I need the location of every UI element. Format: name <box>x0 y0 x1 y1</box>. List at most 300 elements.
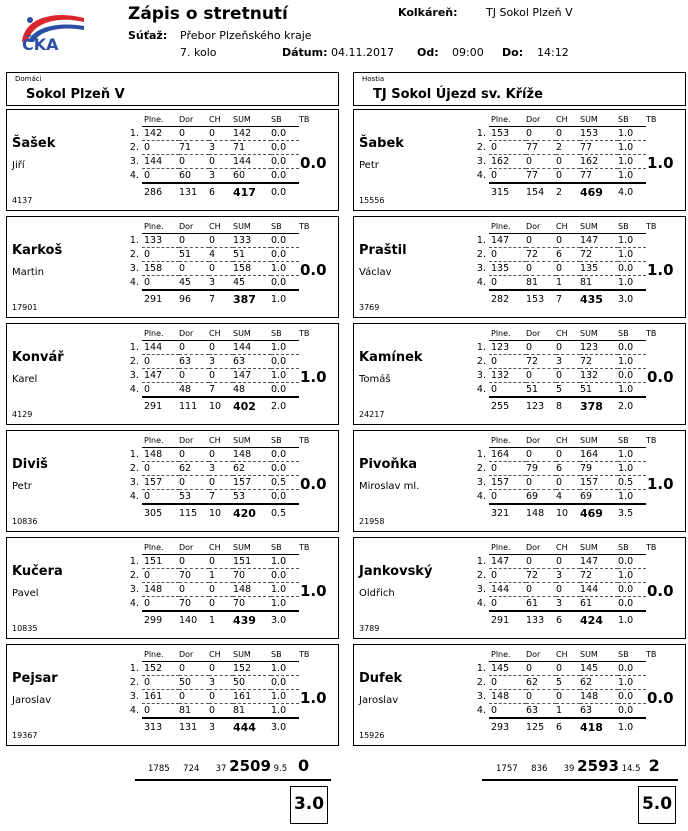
score-cell: 0 <box>179 369 209 383</box>
total-row <box>472 290 666 306</box>
total-cell: 291 <box>491 615 510 626</box>
score-cell: 0 <box>556 234 580 248</box>
player-id: 4129 <box>12 410 33 419</box>
row-number: 3. <box>476 156 486 167</box>
table-row <box>472 597 666 612</box>
col-header: Dor <box>526 434 556 448</box>
score-cell: 1.0 <box>618 234 646 248</box>
total-cell: 439 <box>233 614 256 627</box>
score-cell: 1.0 <box>618 676 646 690</box>
total-row <box>125 397 319 413</box>
col-header: TB <box>299 222 310 232</box>
away-team-box <box>353 72 686 106</box>
home-player-card <box>6 109 339 211</box>
score-cell: 153 <box>489 127 526 141</box>
player-first-name: Petr <box>359 160 379 171</box>
score-cell: 77 <box>526 141 556 155</box>
table-row <box>472 262 666 276</box>
score-cell: 144 <box>142 341 179 355</box>
total-cell: 7 <box>209 294 216 305</box>
score-cell: 0 <box>526 583 556 597</box>
row-number: 2. <box>129 463 139 474</box>
score-cell: 79 <box>580 462 618 476</box>
score-cell: 0.0 <box>271 462 299 476</box>
table-row <box>472 276 666 291</box>
row-number: 1. <box>129 128 139 139</box>
col-header: SUM <box>233 648 271 662</box>
col-header: TB <box>299 115 310 125</box>
total-cell: 0.0 <box>271 187 287 198</box>
player-id: 24217 <box>359 410 385 419</box>
away-sum-plne: 1757 <box>496 764 518 774</box>
score-cell: 0 <box>556 583 580 597</box>
score-cell: 147 <box>233 369 271 383</box>
row-number: 1. <box>129 663 139 674</box>
player-last-name: Karkoš <box>12 243 63 258</box>
sutaz-value: Přebor Plzeňského kraje <box>180 29 312 42</box>
score-cell: 70 <box>179 597 209 612</box>
score-cell: 0 <box>556 555 580 569</box>
col-header: SB <box>271 327 299 341</box>
row-number: 1. <box>129 235 139 246</box>
score-cell: 0 <box>179 155 209 169</box>
total-row <box>472 504 666 520</box>
score-cell: 0 <box>142 276 179 291</box>
score-cell: 63 <box>526 704 556 719</box>
score-cell: 147 <box>489 555 526 569</box>
score-cell: 3 <box>556 355 580 369</box>
score-cell: 1 <box>556 704 580 719</box>
table-row <box>472 490 666 505</box>
score-cell: 72 <box>580 248 618 262</box>
score-cell: 0 <box>179 448 209 462</box>
score-cell: 0 <box>179 690 209 704</box>
score-cell: 151 <box>142 555 179 569</box>
total-cell: 299 <box>144 615 163 626</box>
col-header: TB <box>299 436 310 446</box>
col-header: Plne. <box>489 327 526 341</box>
col-header: SUM <box>580 541 618 555</box>
score-cell: 70 <box>179 569 209 583</box>
row-number: 2. <box>476 356 486 367</box>
score-cell: 153 <box>580 127 618 141</box>
table-row <box>472 462 666 476</box>
score-cell: 0 <box>179 662 209 676</box>
total-row <box>125 611 319 627</box>
table-row <box>125 490 319 505</box>
col-header: CH <box>556 648 580 662</box>
player-first-name: Tomáš <box>359 374 391 385</box>
table-row <box>472 127 666 141</box>
player-points: 1.0 <box>647 261 674 279</box>
total-cell: 3.0 <box>618 294 634 305</box>
table-row <box>472 248 666 262</box>
table-row <box>125 690 319 704</box>
score-cell: 1.0 <box>271 597 299 612</box>
player-points: 1.0 <box>647 475 674 493</box>
do-label: Do: <box>502 46 524 59</box>
total-cell: 286 <box>144 187 163 198</box>
table-row <box>125 355 319 369</box>
score-cell: 0 <box>489 141 526 155</box>
table-row <box>472 704 666 719</box>
row-number: 3. <box>476 370 486 381</box>
score-cell: 63 <box>179 355 209 369</box>
score-cell: 1 <box>556 276 580 291</box>
total-cell: 123 <box>526 401 545 412</box>
score-cell: 5 <box>556 383 580 398</box>
score-cell: 0 <box>142 141 179 155</box>
score-cell: 0 <box>526 448 556 462</box>
score-cell: 3 <box>209 355 233 369</box>
away-sum-ch: 39 <box>563 764 575 774</box>
player-last-name: Praštil <box>359 243 407 258</box>
score-cell: 1.0 <box>618 155 646 169</box>
score-cell: 133 <box>233 234 271 248</box>
score-cell: 0 <box>209 341 233 355</box>
score-cell: 0 <box>209 662 233 676</box>
score-cell: 48 <box>233 383 271 398</box>
away-team-name: TJ Sokol Újezd sv. Kříže <box>373 87 543 102</box>
player-last-name: Kamínek <box>359 350 423 365</box>
score-cell: 69 <box>526 490 556 505</box>
table-row <box>472 369 666 383</box>
total-cell: 1.0 <box>618 722 634 733</box>
score-cell: 0 <box>179 555 209 569</box>
score-cell: 0 <box>209 704 233 719</box>
score-cell: 1.0 <box>271 555 299 569</box>
player-score-table <box>472 434 666 520</box>
away-final-score: 5.0 <box>638 786 676 824</box>
table-header-row <box>125 327 319 341</box>
col-header: SB <box>271 648 299 662</box>
score-cell: 79 <box>526 462 556 476</box>
home-sum-line <box>135 779 331 781</box>
total-cell: 10 <box>556 508 569 519</box>
sutaz-label: Súťaž: <box>128 29 168 42</box>
row-number: 2. <box>129 356 139 367</box>
score-cell: 0 <box>526 662 556 676</box>
score-cell: 1.0 <box>618 127 646 141</box>
total-cell: 469 <box>580 507 603 520</box>
table-row <box>472 141 666 155</box>
score-cell: 145 <box>489 662 526 676</box>
score-cell: 70 <box>233 597 271 612</box>
score-cell: 0.0 <box>618 555 646 569</box>
row-number: 2. <box>476 249 486 260</box>
player-first-name: Pavel <box>12 588 39 599</box>
score-cell: 142 <box>233 127 271 141</box>
total-cell: 10 <box>209 401 222 412</box>
score-cell: 0 <box>209 127 233 141</box>
row-number: 4. <box>129 170 139 182</box>
score-cell: 142 <box>142 127 179 141</box>
col-header: Dor <box>179 541 209 555</box>
player-points: 1.0 <box>300 689 327 707</box>
player-score-table <box>125 113 319 199</box>
player-points: 0.0 <box>647 582 674 600</box>
score-cell: 69 <box>580 490 618 505</box>
col-header: Dor <box>179 327 209 341</box>
cka-logo <box>14 8 90 54</box>
home-player-card <box>6 216 339 318</box>
score-cell: 7 <box>209 490 233 505</box>
table-header-row <box>125 113 319 127</box>
score-cell: 1.0 <box>618 141 646 155</box>
total-cell: 1.0 <box>618 615 634 626</box>
score-cell: 5 <box>556 676 580 690</box>
score-cell: 151 <box>233 555 271 569</box>
row-number: 4. <box>129 277 139 289</box>
score-cell: 0.0 <box>618 583 646 597</box>
col-header: Plne. <box>142 220 179 234</box>
kolkaren-label: Kolkáreň: <box>398 6 458 19</box>
score-cell: 152 <box>142 662 179 676</box>
score-cell: 0 <box>526 690 556 704</box>
home-player-card <box>6 430 339 532</box>
score-cell: 0 <box>489 248 526 262</box>
player-first-name: Jaroslav <box>359 695 399 706</box>
col-header: CH <box>209 220 233 234</box>
row-number: 4. <box>476 277 486 289</box>
row-number: 2. <box>476 463 486 474</box>
score-cell: 0 <box>489 676 526 690</box>
total-cell: 3.5 <box>618 508 634 519</box>
score-cell: 70 <box>233 569 271 583</box>
score-cell: 2 <box>556 141 580 155</box>
table-header-row <box>472 327 666 341</box>
score-cell: 0.0 <box>618 704 646 719</box>
player-id: 19367 <box>12 731 38 740</box>
player-first-name: Jaroslav <box>12 695 52 706</box>
total-cell: 387 <box>233 293 256 306</box>
score-cell: 132 <box>580 369 618 383</box>
score-cell: 77 <box>580 141 618 155</box>
score-cell: 0 <box>556 448 580 462</box>
row-number: 3. <box>129 477 139 488</box>
total-row <box>125 290 319 306</box>
table-row <box>125 476 319 490</box>
table-row <box>125 676 319 690</box>
score-cell: 147 <box>489 234 526 248</box>
row-number: 4. <box>476 491 486 503</box>
score-cell: 71 <box>233 141 271 155</box>
row-number: 2. <box>476 142 486 153</box>
row-number: 1. <box>476 342 486 353</box>
score-cell: 1.0 <box>271 341 299 355</box>
total-row <box>125 504 319 520</box>
score-cell: 0 <box>489 276 526 291</box>
score-cell: 72 <box>580 355 618 369</box>
score-cell: 81 <box>233 704 271 719</box>
score-cell: 1.0 <box>618 169 646 184</box>
player-score-table <box>472 220 666 306</box>
player-id: 10835 <box>12 624 38 633</box>
score-cell: 0 <box>489 569 526 583</box>
score-cell: 61 <box>580 597 618 612</box>
away-sum-dor: 836 <box>531 764 548 774</box>
player-id: 21958 <box>359 517 385 526</box>
away-player-card <box>353 430 686 532</box>
total-row <box>472 718 666 734</box>
col-header: Dor <box>526 113 556 127</box>
table-row <box>472 341 666 355</box>
table-row <box>472 676 666 690</box>
score-cell: 0.0 <box>271 127 299 141</box>
home-sum-tb: 0 <box>297 756 310 775</box>
home-team-box <box>6 72 339 106</box>
player-first-name: Jiří <box>12 160 25 171</box>
table-row <box>125 662 319 676</box>
total-cell: 444 <box>233 721 256 734</box>
col-header: SUM <box>233 220 271 234</box>
player-last-name: Pivoňka <box>359 457 418 472</box>
total-cell: 3.0 <box>271 722 287 733</box>
player-last-name: Dufek <box>359 671 403 686</box>
table-row <box>125 234 319 248</box>
score-cell: 144 <box>233 341 271 355</box>
score-cell: 144 <box>580 583 618 597</box>
player-id: 3769 <box>359 303 380 312</box>
table-row <box>472 355 666 369</box>
score-cell: 132 <box>489 369 526 383</box>
col-header: SB <box>618 327 646 341</box>
table-row <box>472 448 666 462</box>
score-cell: 51 <box>233 248 271 262</box>
table-row <box>125 169 319 184</box>
score-cell: 0 <box>209 583 233 597</box>
player-first-name: Oldřich <box>359 588 395 599</box>
score-cell: 0 <box>489 597 526 612</box>
col-header: SUM <box>580 220 618 234</box>
score-cell: 0 <box>209 234 233 248</box>
col-header: Dor <box>179 113 209 127</box>
table-header-row <box>125 434 319 448</box>
score-cell: 0.0 <box>271 448 299 462</box>
table-header-row <box>472 220 666 234</box>
score-cell: 77 <box>580 169 618 184</box>
score-cell: 0.0 <box>271 248 299 262</box>
col-header: TB <box>299 543 310 553</box>
total-cell: 148 <box>526 508 545 519</box>
svg-text:ČKA: ČKA <box>22 35 59 54</box>
score-cell: 72 <box>526 248 556 262</box>
datum-label: Dátum: <box>282 46 328 59</box>
total-cell: 96 <box>179 294 192 305</box>
player-id: 17901 <box>12 303 38 312</box>
col-header: Plne. <box>142 327 179 341</box>
col-header: CH <box>556 220 580 234</box>
score-cell: 161 <box>233 690 271 704</box>
player-last-name: Konvář <box>12 350 64 365</box>
total-cell: 305 <box>144 508 163 519</box>
total-row <box>125 718 319 734</box>
score-cell: 0.0 <box>271 155 299 169</box>
score-cell: 0 <box>556 662 580 676</box>
row-number: 4. <box>129 705 139 717</box>
total-cell: 6 <box>556 722 563 733</box>
col-header: SUM <box>580 113 618 127</box>
table-row <box>472 155 666 169</box>
score-cell: 1.0 <box>271 690 299 704</box>
score-cell: 3 <box>209 676 233 690</box>
table-row <box>125 704 319 719</box>
score-cell: 0 <box>179 476 209 490</box>
col-header: TB <box>646 329 657 339</box>
score-cell: 1.0 <box>271 369 299 383</box>
score-cell: 0.0 <box>271 355 299 369</box>
score-cell: 0.0 <box>271 141 299 155</box>
player-score-table <box>472 113 666 199</box>
player-score-table <box>472 327 666 413</box>
score-cell: 0 <box>179 127 209 141</box>
score-cell: 0 <box>142 597 179 612</box>
score-cell: 3 <box>209 141 233 155</box>
score-cell: 0 <box>556 369 580 383</box>
home-sum-dor: 724 <box>183 764 200 774</box>
player-score-table <box>125 327 319 413</box>
home-player-card <box>6 537 339 639</box>
row-number: 4. <box>476 705 486 717</box>
table-row <box>125 383 319 398</box>
score-cell: 0 <box>209 597 233 612</box>
score-cell: 1 <box>209 569 233 583</box>
score-cell: 1.0 <box>618 462 646 476</box>
player-first-name: Martin <box>12 267 44 278</box>
row-number: 3. <box>129 156 139 167</box>
score-cell: 0 <box>179 262 209 276</box>
total-cell: 282 <box>491 294 510 305</box>
total-cell: 2.0 <box>271 401 287 412</box>
row-number: 1. <box>476 556 486 567</box>
total-cell: 140 <box>179 615 198 626</box>
total-cell: 2 <box>556 187 563 198</box>
score-cell: 0 <box>489 704 526 719</box>
table-row <box>125 462 319 476</box>
col-header: SB <box>618 541 646 555</box>
score-cell: 161 <box>142 690 179 704</box>
score-cell: 45 <box>179 276 209 291</box>
score-cell: 1.0 <box>618 355 646 369</box>
score-cell: 158 <box>142 262 179 276</box>
score-cell: 45 <box>233 276 271 291</box>
home-player-card <box>6 323 339 425</box>
total-cell: 402 <box>233 400 256 413</box>
score-cell: 53 <box>233 490 271 505</box>
score-cell: 0 <box>526 555 556 569</box>
player-id: 15926 <box>359 731 385 740</box>
home-team-name: Sokol Plzeň V <box>26 87 125 102</box>
score-cell: 0.0 <box>271 234 299 248</box>
score-cell: 71 <box>179 141 209 155</box>
total-cell: 417 <box>233 186 256 199</box>
home-final-score: 3.0 <box>290 786 328 824</box>
col-header: Dor <box>526 220 556 234</box>
player-points: 1.0 <box>300 368 327 386</box>
col-header: SB <box>271 220 299 234</box>
table-row <box>472 555 666 569</box>
score-cell: 0 <box>526 341 556 355</box>
score-cell: 4 <box>556 490 580 505</box>
player-points: 0.0 <box>300 261 327 279</box>
col-header: CH <box>556 541 580 555</box>
score-cell: 164 <box>580 448 618 462</box>
score-cell: 51 <box>526 383 556 398</box>
score-cell: 0 <box>142 248 179 262</box>
col-header: SUM <box>233 113 271 127</box>
score-cell: 0 <box>556 169 580 184</box>
score-cell: 144 <box>233 155 271 169</box>
